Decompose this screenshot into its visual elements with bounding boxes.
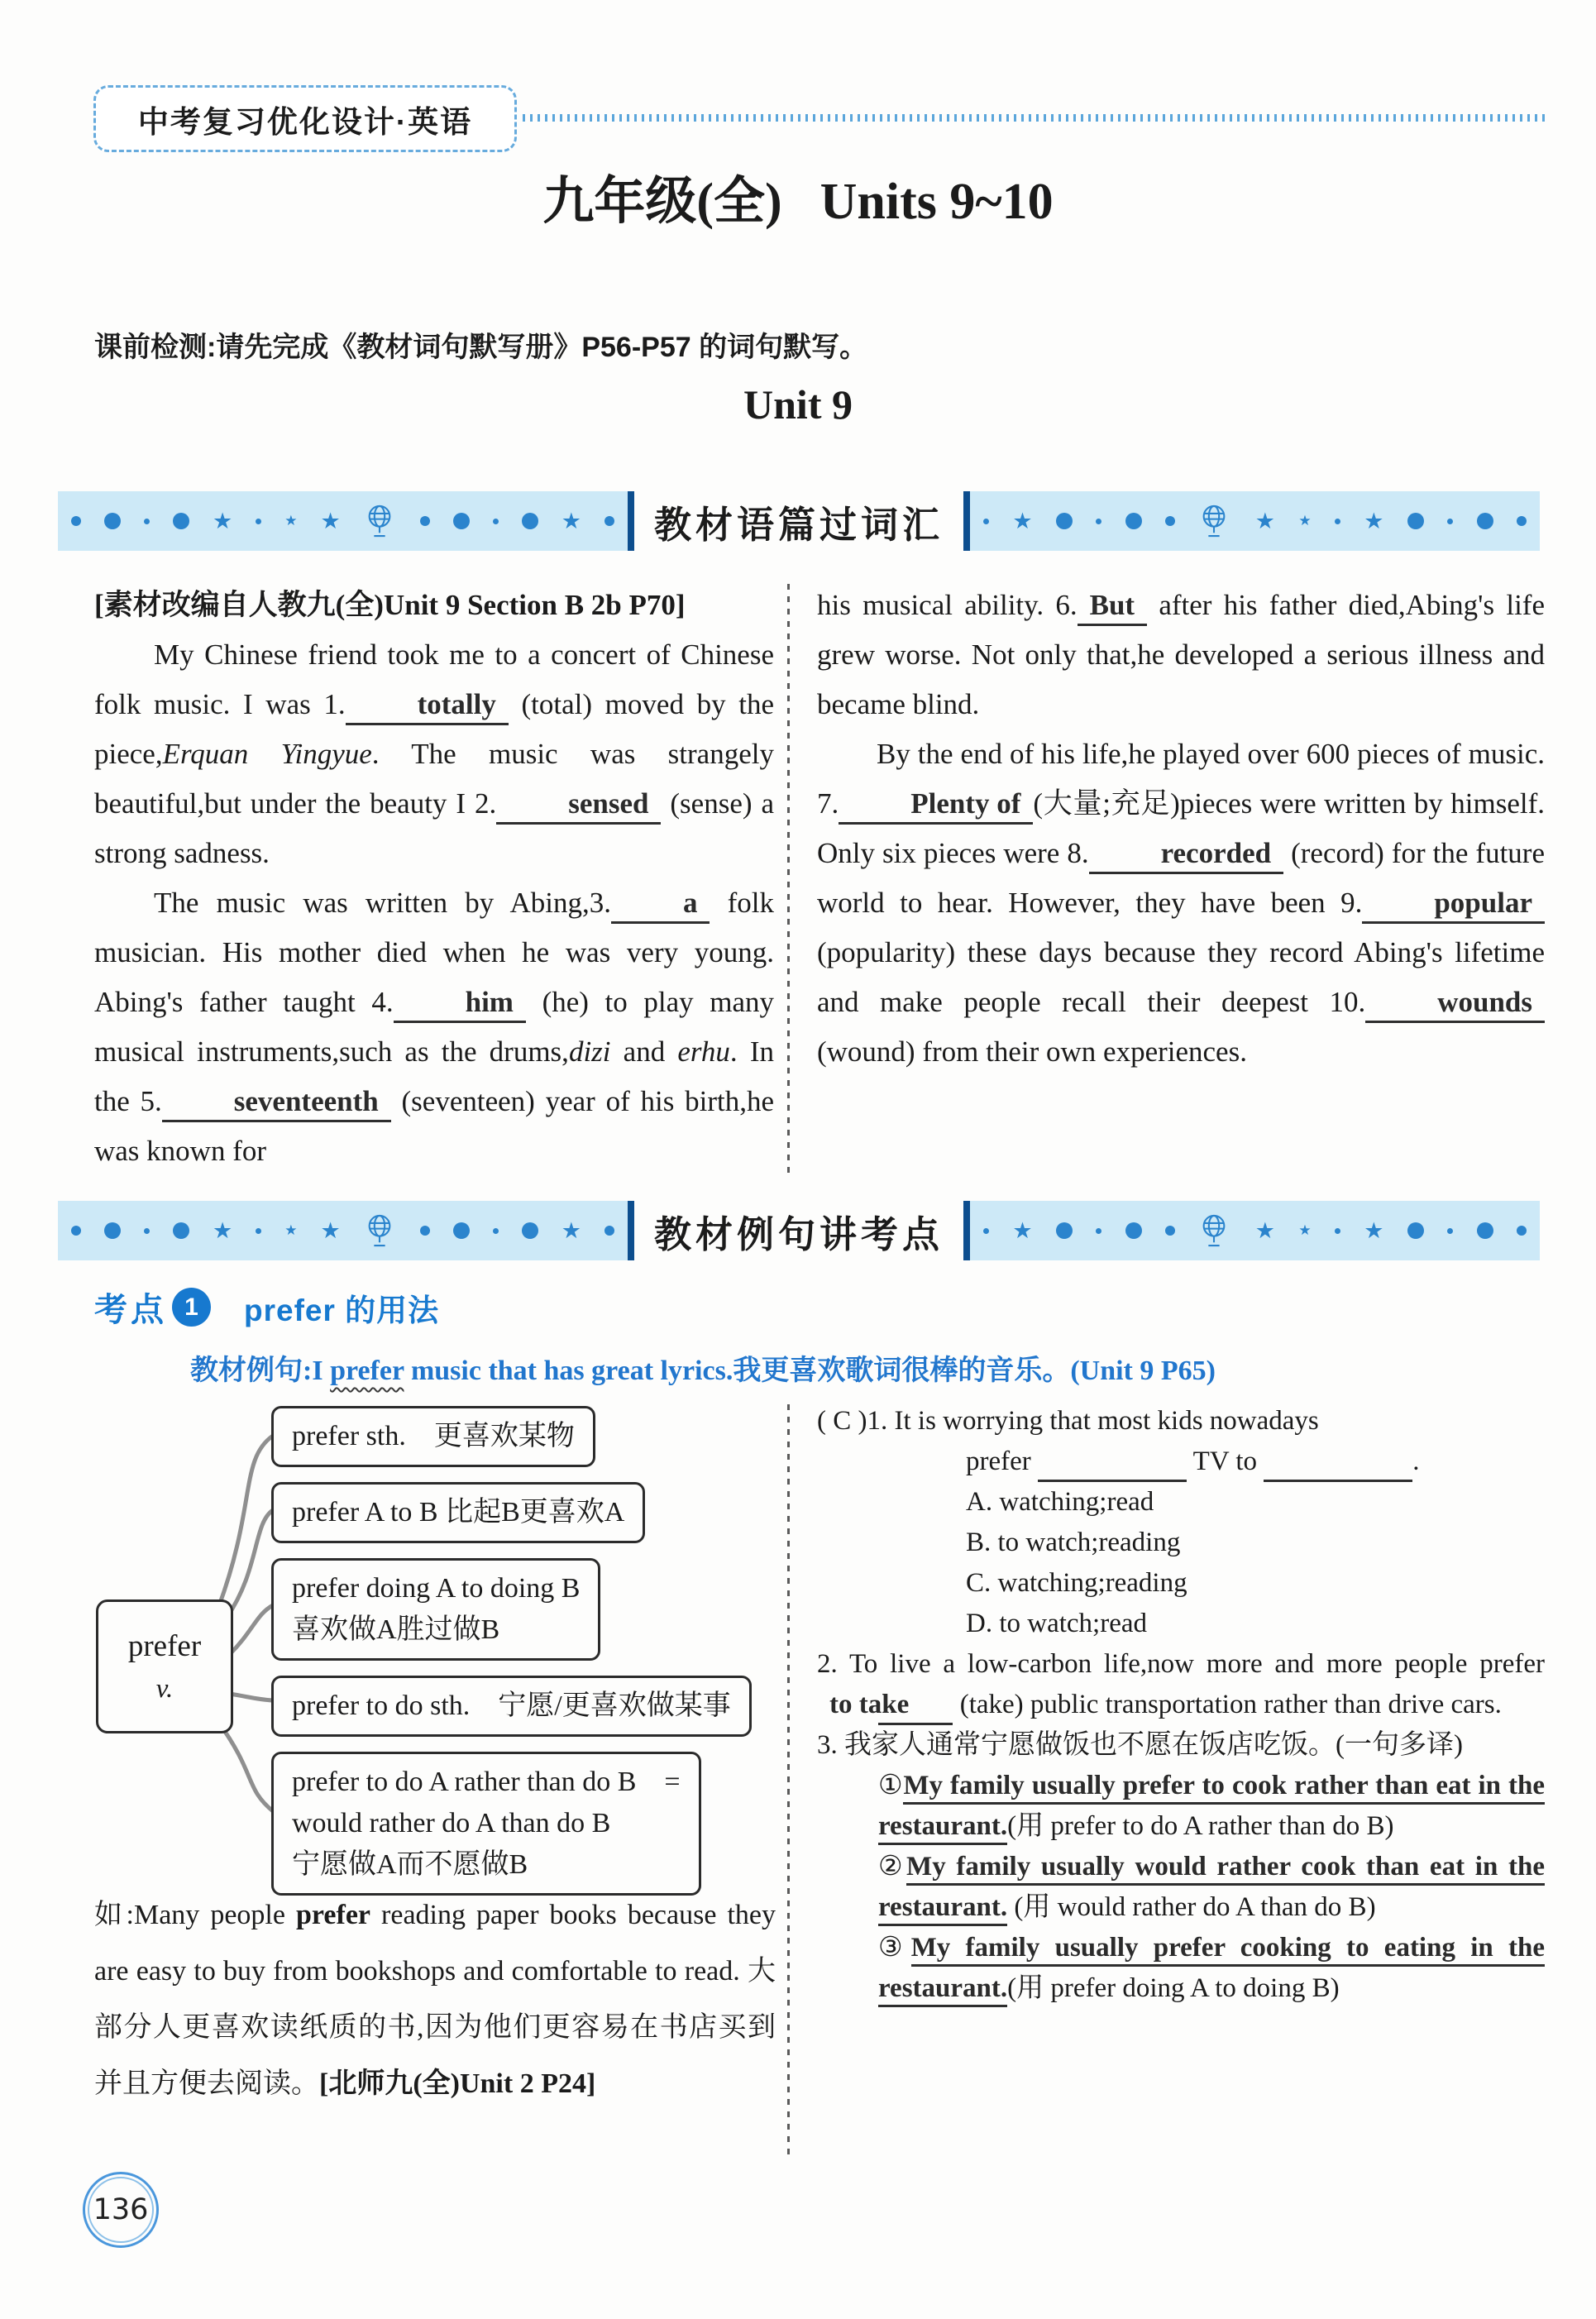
banner-bar-icon — [963, 491, 970, 551]
exercise-option-c: C. watching;reading — [966, 1568, 1187, 1598]
text-run: his musical ability. 6. — [817, 589, 1078, 621]
banner-decoration-strip — [970, 491, 1540, 551]
key-point-number-badge: 1 — [172, 1288, 211, 1327]
diagram-branch-box: prefer sth. 更喜欢某物 — [271, 1406, 595, 1467]
dot-icon — [1477, 1222, 1493, 1239]
passage-paragraph — [94, 878, 774, 1176]
star-icon: ★ — [320, 508, 341, 534]
dot-icon — [1335, 1228, 1340, 1234]
star-icon: ★ — [1298, 1222, 1312, 1239]
exercise-option-d: D. to watch;read — [966, 1609, 1147, 1638]
text-run: (用 would rather do A than do B) — [1007, 1892, 1376, 1922]
key-point-heading — [94, 1284, 439, 1331]
text-run: (sense) a strong sadness. — [94, 787, 774, 869]
dot-icon — [104, 513, 121, 529]
exercise-question-3 — [817, 1725, 1545, 2009]
filled-blank: popular — [1362, 885, 1545, 924]
dot-icon — [1407, 513, 1424, 529]
globe-icon — [1198, 503, 1231, 539]
filled-blank: Plenty of — [839, 786, 1033, 825]
dot-icon — [1096, 1228, 1101, 1234]
text-run: . — [1412, 1446, 1420, 1476]
filled-blank: him — [394, 984, 526, 1023]
filled-blank: seventeenth — [162, 1083, 391, 1122]
star-icon: ★ — [1012, 1217, 1033, 1244]
text-run: ( C )1. It is worrying that most kids nowadays — [817, 1406, 1319, 1436]
diagram-branches — [271, 1406, 752, 1896]
star-icon: ★ — [1364, 508, 1384, 534]
dot-icon — [420, 516, 430, 526]
dot-icon — [420, 1226, 430, 1236]
italic-term: erhu — [677, 1035, 730, 1068]
dot-icon — [144, 519, 150, 524]
vocab-banner-title: 教材语篇过词汇 — [634, 491, 963, 551]
filled-blank: sensed — [496, 786, 661, 825]
dot-icon — [1335, 519, 1340, 524]
passage-paragraph — [94, 630, 774, 878]
written-answer-line: My family usually would rather cook than eat in the restaurant. — [878, 1852, 1545, 1926]
text-run: 2. To live a low-carbon life,now more and more people prefer — [817, 1649, 1545, 1679]
text-run: (用 prefer to do A rather than do B) — [1007, 1811, 1394, 1841]
unit-title: Unit 9 — [743, 381, 853, 428]
star-icon: ★ — [1364, 1217, 1384, 1244]
dot-icon — [1165, 516, 1175, 526]
text-run: (popularity) these days because they record Abing's lifetime and make people recall their deepest 10. — [817, 936, 1545, 1018]
italic-term: dizi — [568, 1035, 611, 1068]
dot-icon — [71, 1226, 81, 1236]
text-run: The music was written by Abing,3. — [154, 887, 611, 919]
dot-icon — [522, 1222, 538, 1239]
banner-decoration-strip — [58, 1201, 628, 1260]
text-run: 3. 我家人通常宁愿做饭也不愿在饭店吃饭。(一句多译) — [817, 1730, 1463, 1760]
column-divider — [787, 1404, 790, 2159]
passage-source-note: [素材改编自人教九(全)Unit 9 Section B 2b P70] — [94, 589, 686, 621]
page-title-units: Units 9~10 — [820, 174, 1054, 230]
written-answer-line: My family usually prefer cooking to eating in the restaurant. — [878, 1933, 1545, 2007]
key-point-title: prefer 的用法 — [244, 1293, 440, 1327]
page-title — [0, 164, 1596, 240]
text-run: By the end of his life,he played over 600 pieces of music. 7. — [817, 738, 1545, 820]
banner-decoration-strip — [58, 491, 628, 551]
banner-decoration-strip — [970, 1201, 1540, 1260]
dot-icon — [983, 519, 989, 524]
textbook-example-sentence — [190, 1350, 1546, 1393]
text-run: (total) moved by the piece, — [94, 688, 774, 770]
empty-blank — [1038, 1443, 1187, 1482]
text-run: (seventeen) year of his birth,he was known for — [94, 1085, 774, 1167]
dot-icon — [1056, 1222, 1073, 1239]
key-point-label: 考点 — [94, 1292, 167, 1328]
text-run: 如:Many people — [94, 1900, 297, 1930]
dot-icon — [983, 1228, 989, 1234]
diagram-root-box — [96, 1599, 233, 1733]
bold-term: [北师九(全)Unit 2 P24] — [319, 2068, 596, 2099]
header-dotted-rule — [523, 114, 1546, 122]
dot-icon — [1517, 516, 1527, 526]
dot-icon — [1096, 519, 1101, 524]
written-answer-line: My family usually prefer to cook rather than eat in the restaurant. — [878, 1771, 1545, 1845]
text-run: (用 prefer doing A to doing B) — [1007, 1973, 1340, 2003]
star-icon: ★ — [1254, 508, 1275, 534]
text-run: prefer — [966, 1446, 1039, 1476]
text-run: (大量;充足)pieces were written by himself. Only six pieces were 8. — [817, 787, 1545, 869]
text-run: (he) to play many musical instruments,such as the drums, — [94, 986, 775, 1068]
filled-blank: to take — [878, 1686, 953, 1725]
banner-bar-icon — [628, 491, 634, 551]
passage-paragraph — [817, 581, 1545, 729]
passage-right-column — [817, 581, 1545, 1077]
dot-icon — [1477, 513, 1493, 529]
italic-term: Erquan Yingyue — [162, 738, 372, 770]
text-run: My Chinese friend took me to a concert of Chinese folk music. I was 1. — [94, 638, 774, 720]
dot-icon — [1125, 1222, 1142, 1239]
banner-bar-icon — [963, 1201, 970, 1260]
dot-icon — [453, 513, 470, 529]
text-run: 教材例句:I — [190, 1356, 331, 1386]
exercise-option-b: B. to watch;reading — [966, 1528, 1181, 1557]
exercise-column — [817, 1401, 1545, 2009]
star-icon: ★ — [1298, 512, 1312, 529]
star-icon: ★ — [1254, 1217, 1275, 1244]
prefer-usage-diagram — [94, 1406, 776, 1881]
exercise-question-2 — [817, 1644, 1545, 1725]
diagram-branch-box: prefer A to B 比起B更喜欢A — [271, 1482, 645, 1543]
diagram-root-pos: v. — [155, 1674, 174, 1704]
text-run: (record) for the future world to hear. However, they have been 9. — [817, 837, 1545, 919]
star-icon: ★ — [1012, 508, 1033, 534]
star-icon: ★ — [561, 508, 581, 534]
bold-term: prefer — [296, 1900, 370, 1930]
globe-icon — [364, 503, 397, 539]
points-banner — [58, 1201, 1540, 1260]
passage-left-column — [94, 581, 774, 1176]
empty-blank — [1264, 1443, 1412, 1482]
dot-icon — [1125, 513, 1142, 529]
star-icon: ★ — [284, 512, 298, 529]
filled-blank: a — [611, 885, 710, 924]
text-run: . In the 5. — [94, 1035, 774, 1117]
dot-icon — [522, 513, 538, 529]
filled-blank: But — [1078, 587, 1147, 626]
text-run: TV to — [1187, 1446, 1264, 1476]
dot-icon — [173, 1222, 189, 1239]
exercise-option-a: A. watching;read — [966, 1487, 1154, 1517]
dot-icon — [493, 519, 499, 524]
dot-icon — [1517, 1226, 1527, 1236]
diagram-branch-box: prefer to do sth. 宁愿/更喜欢做某事 — [271, 1676, 752, 1737]
dot-icon — [144, 1228, 150, 1234]
passage-paragraph — [817, 729, 1545, 1077]
text-run: music that has great lyrics.我更喜欢歌词很棒的音乐。(Unit 9 P65) — [404, 1356, 1216, 1386]
wavy-underlined-term: prefer — [330, 1356, 404, 1386]
text-run: (wound) from their own experiences. — [817, 1035, 1247, 1068]
dot-icon — [1447, 519, 1453, 524]
page-number: 136 — [83, 2172, 159, 2248]
dot-icon — [256, 519, 261, 524]
star-icon: ★ — [561, 1217, 581, 1244]
dot-icon — [1447, 1228, 1453, 1234]
series-badge-label: 中考复习优化设计·英语 — [137, 104, 473, 139]
series-badge — [93, 85, 517, 152]
column-divider — [787, 584, 790, 1173]
dot-icon — [71, 516, 81, 526]
dot-icon — [1165, 1226, 1175, 1236]
filled-blank: recorded — [1089, 835, 1283, 874]
globe-icon — [1198, 1212, 1231, 1249]
text-run: and — [610, 1035, 678, 1068]
text-run: folk musician. His mother died when he was very young. Abing's father taught 4. — [94, 887, 774, 1018]
vocab-banner — [58, 491, 1540, 551]
filled-blank: wounds — [1365, 984, 1545, 1023]
star-icon: ★ — [284, 1222, 298, 1239]
diagram-branch-box: prefer to do A rather than do B = would rather do A than do B 宁愿做A而不愿做B — [271, 1752, 701, 1896]
diagram-root-word: prefer — [127, 1629, 202, 1663]
usage-example-paragraph — [94, 1887, 776, 2112]
exercise-question-1 — [817, 1401, 1545, 1482]
precheck-note: 课前检测:请先完成《教材词句默写册》P56-P57 的词句默写。 — [94, 332, 868, 363]
dot-icon — [256, 1228, 261, 1234]
dot-icon — [104, 1222, 121, 1239]
text-run: after his father died,Abing's life grew worse. Not only that,he developed a serious illness and became blind. — [817, 589, 1545, 720]
banner-bar-icon — [628, 1201, 634, 1260]
points-banner-title: 教材例句讲考点 — [634, 1201, 963, 1260]
text-run: ③ — [878, 1933, 911, 1963]
dot-icon — [453, 1222, 470, 1239]
page-title-grade: 九年级(全) — [542, 174, 782, 230]
diagram-branch-box: prefer doing A to doing B 喜欢做A胜过做B — [271, 1558, 600, 1661]
star-icon: ★ — [320, 1217, 341, 1244]
dot-icon — [1056, 513, 1073, 529]
dot-icon — [173, 513, 189, 529]
text-run: reading paper books because they are easy to buy from bookshops and comfortable to read. 大部分人更喜欢读纸质的书,因为他们更容易在书店买到并且方便去阅读。 — [94, 1900, 776, 2099]
dot-icon — [1407, 1222, 1424, 1239]
dot-icon — [493, 1228, 499, 1234]
star-icon: ★ — [213, 1217, 233, 1244]
text-run: ② — [878, 1852, 907, 1881]
globe-icon — [364, 1212, 397, 1249]
dot-icon — [604, 516, 614, 526]
star-icon: ★ — [213, 508, 233, 534]
text-run: (take) public transportation rather than drive cars. — [953, 1690, 1502, 1719]
text-run: ① — [878, 1771, 904, 1800]
filled-blank: totally — [346, 686, 509, 725]
dot-icon — [604, 1226, 614, 1236]
text-run: . The music was strangely beautiful,but under the beauty I 2. — [94, 738, 774, 820]
